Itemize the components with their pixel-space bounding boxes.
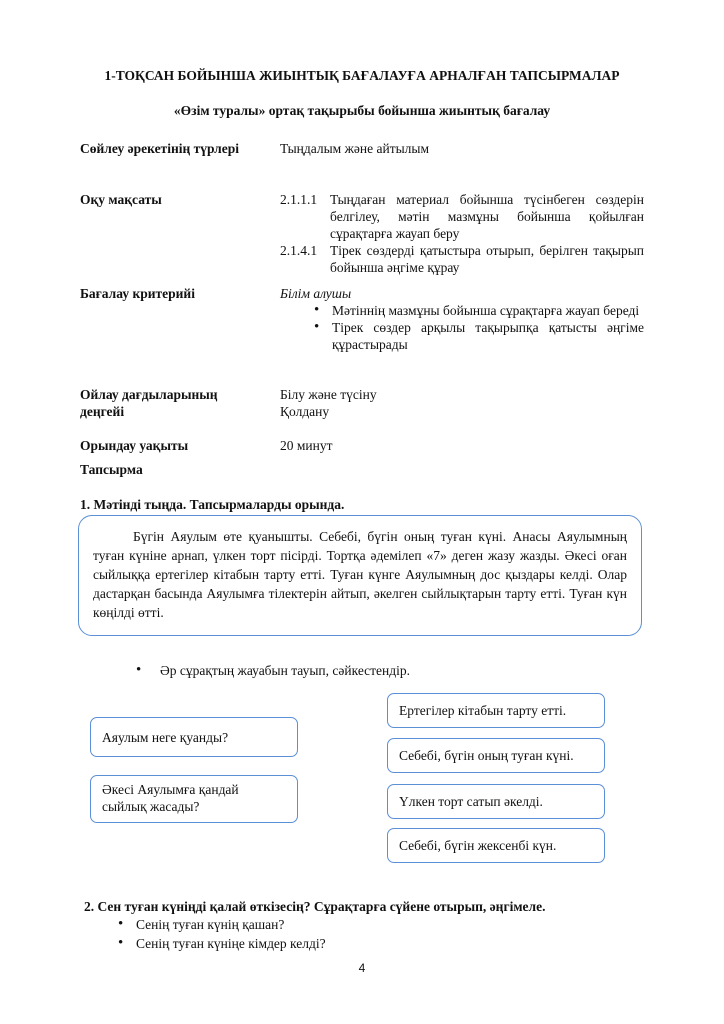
answer-box[interactable] <box>387 693 605 728</box>
task2-heading: 2. Сен туған күніңді қалай өткізесің? Сұрақтарға сүйене отырып, әңгімеле. <box>84 899 546 914</box>
task2-item: • Сенің туған күнің қашан? <box>118 915 326 934</box>
objective-code: 2.1.1.1 <box>280 192 318 207</box>
objective-item <box>280 242 644 276</box>
criteria-label: Бағалау критерийі <box>80 286 195 301</box>
passage-box <box>78 515 642 636</box>
thinking-label: Ойлау дағдыларының деңгейі <box>80 387 218 419</box>
objective-item <box>280 191 644 242</box>
task1-instruction <box>136 663 410 679</box>
page-title: 1-ТОҚСАН БОЙЫНША ЖИЫНТЫҚ БАҒАЛАУҒА АРНАЛҒАН ТАПСЫРМАЛАР <box>104 68 620 83</box>
question-box[interactable] <box>90 717 298 757</box>
criteria-intro: Білім алушы <box>280 286 352 301</box>
answer-text: Себебі, бүгін оның туған күні. <box>399 748 574 763</box>
thinking-value: Қолдану <box>280 404 330 419</box>
time-label: Орындау уақыты <box>80 438 189 453</box>
answer-text: Ертегілер кітабын тарту етті. <box>399 703 567 718</box>
question-text: Аяулым неге қуанды? <box>102 729 229 745</box>
criteria-block <box>280 285 644 353</box>
objective-list <box>280 191 644 276</box>
objective-text: Тыңдаған материал бойынша түсінбеген сөздерін белгілеу, мәтін мазмұны бойынша қойылған сұрақтарға жауап беру <box>330 192 644 241</box>
objective-text: Тірек сөздерді қатыстыра отырып, берілген тақырып бойынша әңгіме құрау <box>330 243 644 275</box>
criteria-item: • Тірек сөздер арқылы тақырыпқа қатысты әңгіме құрастырады <box>302 319 644 353</box>
task2-list <box>118 915 326 953</box>
answer-box[interactable] <box>387 738 605 773</box>
speech-type-value: Тыңдалым және айтылым <box>280 141 430 156</box>
answer-text: Себебі, бүгін жексенбі күн. <box>399 838 557 853</box>
page-subtitle: «Өзім туралы» ортақ тақырыбы бойынша жиынтық бағалау <box>173 103 551 118</box>
instruction-text: Әр сұрақтың жауабын тауып, сәйкестендір. <box>160 663 411 678</box>
objective-code: 2.1.4.1 <box>280 243 318 258</box>
answer-box[interactable] <box>387 828 605 863</box>
speech-type-label: Сөйлеу әрекетінің түрлері <box>80 141 240 156</box>
passage-text: Бүгін Аяулым өте қуанышты. Себебі, бүгін оның туған күні. Анасы Аяулымның туған күніне арнап, үлкен торт пісірді. Тортқа әдемілеп «7» деген жазу жазды. Әкесі оған сыйлыққа ертегілер кітабын тарту етті. Туған күнге Аяулымның дос қыздары келді. Олар дастарқан басында Аяулымға тілектерін айтып, әкелген сыйлықтарын тарту етті. Туған күн көңілді өтті. <box>93 529 627 620</box>
question-text: Әкесі Аяулымға қандай сыйлық жасады? <box>102 782 239 814</box>
bullet-icon: • <box>136 662 142 678</box>
time-value: 20 минут <box>280 438 333 453</box>
thinking-values <box>280 386 644 420</box>
task2-item: • Сенің туған күніңе кімдер келді? <box>118 934 326 953</box>
answer-box[interactable] <box>387 784 605 819</box>
task-label: Тапсырма <box>80 462 143 477</box>
criteria-item: • Мәтіннің мазмұны бойынша сұрақтарға жауап береді <box>302 302 644 319</box>
criteria-list <box>302 302 644 353</box>
page-number: 4 <box>358 961 366 975</box>
objective-label: Оқу мақсаты <box>80 192 162 207</box>
answer-text: Үлкен торт сатып әкелді. <box>399 794 543 809</box>
task1-heading: 1. Мәтінді тыңда. Тапсырмаларды орында. <box>80 497 345 512</box>
question-box[interactable] <box>90 775 298 823</box>
thinking-value: Білу және түсіну <box>280 387 377 402</box>
